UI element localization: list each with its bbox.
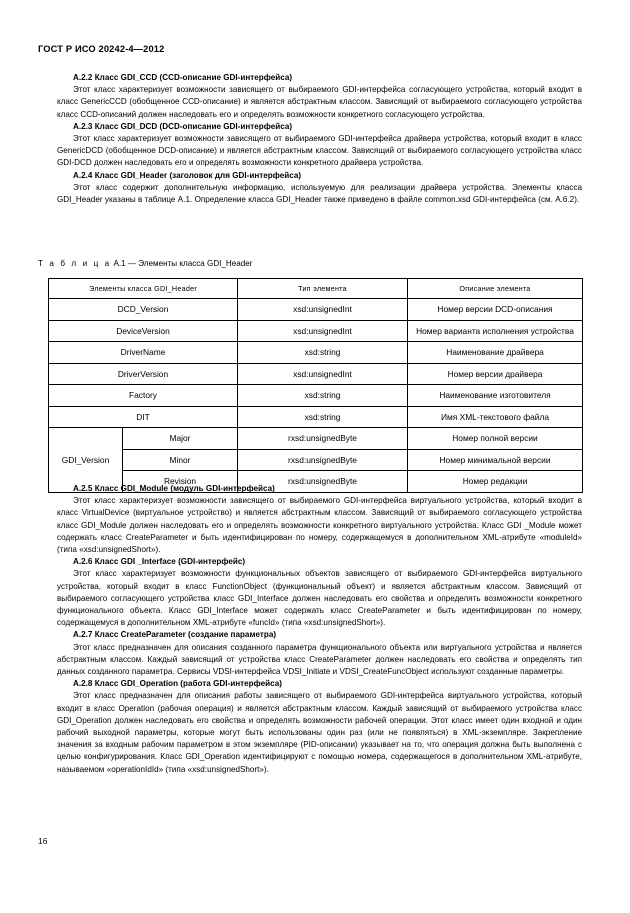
cell-element-type: rxsd:unsignedByte [238,428,408,450]
table-row [49,363,583,385]
cell-element-name: DriverName [49,342,238,364]
section-body-a26: Этот класс характеризует возможности функциональных объектов зависящего от выбираемого GDI-интерфейса виртуального устройства, который входит в класс FunctionObject (функциональный объект) и является абстрактным классом. Зависящий от выбираемого согласующего устройства класс GDI_Interface должен наследовать его свойства и определять возможности конкретного функционального объекта. Класс GDI_Interface может содержать класс CreateParameter и быть идентифицирован по номеру, содержащемуся в дополнительном XML-атрибуте «funcId» (типа «xsd:unsignedShort»). [57,569,582,628]
cell-element-desc: Номер варианта исполнения устройства [408,320,583,342]
cell-element-desc: Номер версии DCD-описания [408,299,583,321]
table-row [49,320,583,342]
cell-subelement-name: Major [123,428,238,450]
cell-element-desc: Наименование изготовителя [408,385,583,407]
section-body-a25: Этот класс характеризует возможности зависящего от выбираемого GDI-интерфейса виртуального устройства, который входит в класс VirtualDevice (виртуальное устройство) и является абстрактным классом. Зависящий от выбираемого согласующего устройства класс GDI_Module должен наследовать его и определять возможности конкретного виртуального устройства. Класс GDI _Module может содержать класс CreateParameter и быть идентифицирован по номеру, содержащемуся в дополнительном XML-атрибуте «moduleId» (типа «xsd:unsignedShort»). [57,496,582,555]
table-body [49,299,583,493]
cell-element-name: DriverVersion [49,363,238,385]
text-block-upper [57,72,582,206]
section-body-a28: Этот класс предназначен для описания работы зависящего от выбираемого GDI-интерфейса виртуального устройства, который входит в класс Operation (рабочая операция) и является абстрактным классом. Каждый зависящий от выбираемого устройства класс GDI_Operation должен наследовать его свойства и определять возможности рабочей операции. Этот класс имеет один входной и один рабочий выходной параметры, которые могут быть использованы один раз (или не появляться) в XML-экземпляре. Закрепление значения за входным рабочим параметром в этом экземпляре (PID-описании) указывает на то, что операция должна быть выполнена с целью конфигурирования. Класс GDI_Operation идентифицируют с помощью номера, содержащегося в дополнительном XML-атрибуте, называемом «operationIdId» (типа «xsd:unsignedShort»). [57,691,582,774]
section-heading-a23: A.2.3 Класс GDI_DCD (DCD-описание GDI-интерфейса) [73,121,293,131]
section-heading-a26: A.2.6 Класс GDI _Interface (GDI-интерфейс) [73,557,246,567]
cell-element-desc: Наименование драйвера [408,342,583,364]
section-body-a27: Этот класс предназначен для описания созданного параметра функционального объекта или виртуального устройства и является абстрактным классом. Каждый зависящий от устройства класс CreateParameter должен наследовать его свойства и определять тип данных созданного параметра. Сервисы VDSI-интерфейса VDSI_Initiate и VDSI_CreateFuncObject используют созданные параметры. [57,642,582,677]
cell-element-type: xsd:unsignedInt [238,363,408,385]
table-row-group-first [49,428,583,450]
section-heading-a25: A.2.5 Класс GDI_Module (модуль GDI-интерфейса) [73,484,275,493]
column-header-element: Элементы класса GDI_Header [49,279,238,299]
cell-element-type: rxsd:unsignedByte [238,449,408,471]
section-heading-a24: A.2.4 Класс GDI_Header (заголовок для GDI-интерфейса) [73,170,302,180]
section-body-a22: Этот класс характеризует возможности зависящего от выбираемого GDI-интерфейса согласующего устройства, который входит в класс GenericCCD (обобщенное CCD-описание) и является абстрактным классом. Зависящий от выбираемого согласующего устройства класс CCD-описаний должен наследовать его и определять возможности конкретного согласующего устройства. [57,85,582,119]
cell-element-name: Factory [49,385,238,407]
cell-subelement-name: Minor [123,449,238,471]
column-header-description: Описание элемента [408,279,583,299]
cell-element-desc: Имя XML-текстового файла [408,406,583,428]
text-block-lower [57,483,582,776]
cell-element-type: xsd:unsignedInt [238,299,408,321]
section-heading-a28: A.2.8 Класс GDI_Operation (работа GDI-интерфейса) [73,679,282,689]
table-caption-prefix: Т а б л и ц а [38,259,112,268]
table-row [49,299,583,321]
cell-element-type: xsd:string [238,385,408,407]
cell-element-type: xsd:string [238,406,408,428]
table-row [49,385,583,407]
table-caption-rest: А.1 — Элементы класса GDI_Header [111,259,253,268]
cell-element-name: DeviceVersion [49,320,238,342]
table-head [49,279,583,299]
table-caption [38,259,252,268]
cell-element-name: DIT [49,406,238,428]
column-header-type: Тип элемента [238,279,408,299]
page-number: 16 [38,836,48,846]
cell-element-desc: Номер минимальной версии [408,449,583,471]
section-heading-a22: A.2.2 Класс GDI_CCD (CCD-описание GDI-интерфейса) [73,73,293,82]
cell-element-type: xsd:unsignedInt [238,320,408,342]
cell-element-desc: Номер версии драйвера [408,363,583,385]
table-header-row [49,279,583,299]
cell-element-name: DCD_Version [49,299,238,321]
section-body-a23: Этот класс характеризует возможности зависящего от выбираемого GDI-интерфейса драйвера устройства, который входит в класс GenericDCD (обобщенное DCD-описание) и является абстрактным классом. Зависящий от выбираемого согласующего устройства класс GDI-DCD должен наследовать его и определять возможности конкретного драйвера устройства. [57,134,582,168]
running-header: ГОСТ Р ИСО 20242-4—2012 [38,44,165,54]
cell-subelement-name: Revision [123,471,238,493]
gdi-header-table [48,278,583,493]
table-row [49,342,583,364]
cell-element-desc: Номер редакции [408,471,583,493]
cell-element-desc: Номер полной версии [408,428,583,450]
table-row [49,406,583,428]
cell-element-type: rxsd:unsignedByte [238,471,408,493]
section-body-a24: Этот класс содержит дополнительную информацию, используемую для реализации драйвера устройства. Элементы класса GDI_Header указаны в таблице А.1. Определение класса GDI_Header также приведено в файле common.xsd GDI-интерфейса (см. А.6.2). [57,182,582,205]
cell-element-type: xsd:string [238,342,408,364]
table-row [49,449,583,471]
cell-group-label: GDI_Version [49,428,123,493]
section-heading-a27: A.2.7 Класс CreateParameter (создание параметра) [73,630,277,640]
